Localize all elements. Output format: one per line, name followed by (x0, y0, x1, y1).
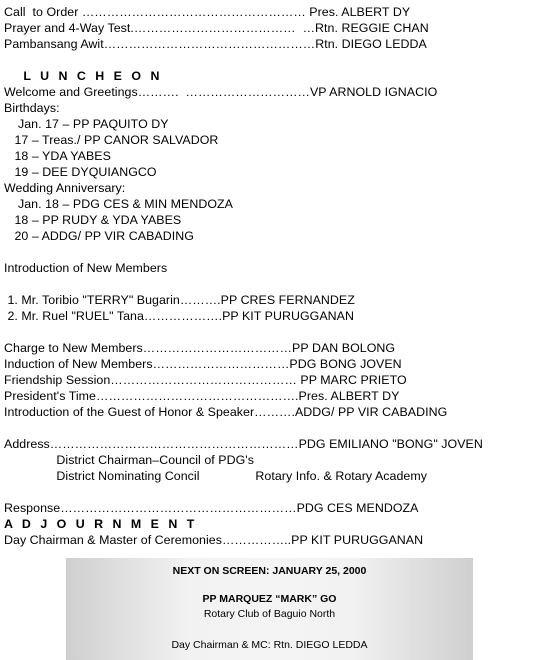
luncheon-heading: L U N C H E O N (4, 69, 163, 83)
birthdays-label: Birthdays: (4, 101, 60, 115)
response-line: Response…………………………………………………PDG CES MENDOZA (4, 501, 419, 515)
new-members-heading: Introduction of New Members (4, 261, 168, 275)
welcome-line: Welcome and Greetings………. …………………………VP ARNOLD IGNACIO (4, 85, 438, 99)
address-line: Address……………………………………………………PDG EMILIANO "BONG" JOVEN (4, 437, 483, 451)
anniversary-item: 18 – PP RUDY & YDA YABES (4, 213, 182, 227)
guest-intro-line: Introduction of the Guest of Honor & Speaker……….ADDG/ PP VIR CABADING (4, 405, 448, 419)
next-day-chairman: Day Chairman & MC: Rtn. DIEGO LEDDA (171, 639, 368, 651)
anthem-line: Pambansang Awit……………………………………………Rtn. DIEGO LEDDA (4, 37, 427, 51)
address-title-line: District Chairman–Council of PDG's (4, 453, 254, 467)
birthday-item: 18 – YDA YABES (4, 149, 111, 163)
next-on-screen-title: NEXT ON SCREEN: JANUARY 25, 2000 (172, 565, 367, 577)
next-on-screen-panel (66, 558, 473, 660)
birthday-item: Jan. 17 – PP PAQUITO DY (4, 117, 169, 131)
anniversary-item: Jan. 18 – PDG CES & MIN MENDOZA (4, 197, 233, 211)
next-speaker-club: Rotary Club of Baguio North (203, 608, 336, 620)
friendship-line: Friendship Session……………………………………… PP MARC PRIETO (4, 373, 407, 387)
prayer-line: Prayer and 4-Way Test.………………………………… …Rtn. REGGIE CHAN (4, 21, 429, 35)
address-title-line: District Nominating Concil Rotary Info. & Rotary Academy (4, 469, 427, 483)
adjournment-heading: A D J O U R N M E N T (4, 517, 198, 531)
anniversary-item: 20 – ADDG/ PP VIR CABADING (4, 229, 194, 243)
new-member-item: 1. Mr. Toribio "TERRY" Bugarin……….PP CRES FERNANDEZ (4, 293, 355, 307)
birthday-item: 17 – Treas./ PP CANOR SALVADOR (4, 133, 219, 147)
charge-line: Charge to New Members………………………………PP DAN BOLONG (4, 341, 396, 355)
wedding-anniversary-label: Wedding Anniversary: (4, 181, 126, 195)
birthday-item: 19 – DEE DYQUIANGCO (4, 165, 157, 179)
presidents-time-line: President's Time………………………………………….Pres. ALBERT DY (4, 389, 400, 403)
day-chairman-line: Day Chairman & Master of Ceremonies……………..PP KIT PURUGGANAN (4, 533, 424, 547)
call-to-order-line: Call to Order ……………………………………………… Pres. ALBERT DY (4, 5, 411, 19)
induction-line: Induction of New Members……………………………PDG BONG JOVEN (4, 357, 402, 371)
next-speaker: PP MARQUEZ “MARK” GO (202, 593, 337, 605)
new-member-item: 2. Mr. Ruel "RUEL" Tana……………….PP KIT PURUGGANAN (4, 309, 354, 323)
